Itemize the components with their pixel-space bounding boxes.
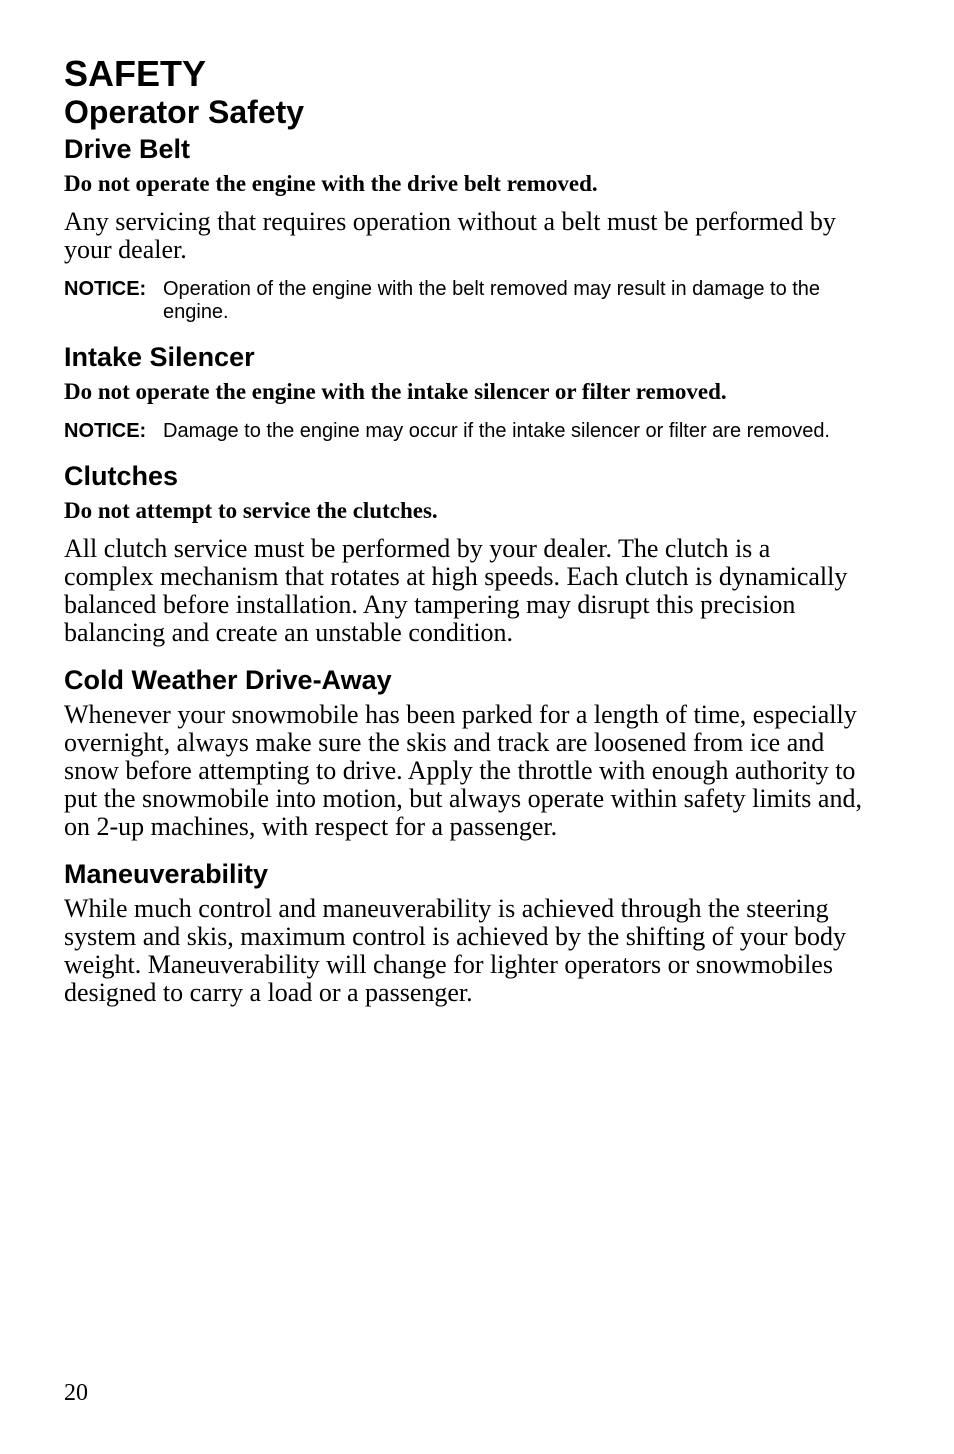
drive-belt-body: Any servicing that requires operation without a belt must be performed by your dealer. (64, 207, 836, 264)
notice-text: Damage to the engine may occur if the intake silencer or filter are removed. (163, 420, 830, 442)
drive-belt-title: Drive Belt (64, 134, 191, 164)
clutches-title: Clutches (64, 461, 179, 491)
drive-belt-warning: Do not operate the engine with the drive belt removed. (64, 171, 598, 196)
drive-belt-notice (64, 278, 864, 324)
cold-weather-section (64, 665, 864, 841)
notice-label: NOTICE: (64, 420, 147, 442)
maneuverability-title: Maneuverability (64, 859, 269, 889)
intake-silencer-section (64, 342, 864, 443)
drive-belt-section (64, 134, 864, 324)
page-number: 20 (64, 1380, 88, 1406)
clutches-body: All clutch service must be performed by your dealer. The clutch is a complex mechanism that rotates at high speeds. Each clutch is dynamically balanced before installation. Any tampering may disrupt this precision balancing and create an unstable condition. (64, 534, 848, 647)
chapter-title: SAFETY (64, 53, 207, 94)
section-title: Operator Safety (64, 94, 305, 130)
intake-silencer-notice (64, 420, 864, 443)
maneuverability-body: While much control and maneuverability is achieved through the steering system and skis, maximum control is achieved by the shifting of your body weight. Maneuverability will change for lighter operators or snowmobiles designed to carry a load or a passenger. (64, 894, 847, 1007)
manual-page (64, 54, 864, 1019)
clutches-warning: Do not attempt to service the clutches. (64, 498, 438, 523)
maneuverability-section (64, 859, 864, 1007)
cold-weather-title: Cold Weather Drive-Away (64, 665, 392, 695)
intake-silencer-warning: Do not operate the engine with the intake silencer or filter removed. (64, 379, 727, 404)
cold-weather-body: Whenever your snowmobile has been parked for a length of time, especially overnight, always make sure the skis and track are loosened from ice and snow before attempting to drive. Apply the throttle with enough authority to put the snowmobile into motion, but always operate within safety limits and, on 2-up machines, with respect for a passenger. (64, 700, 862, 841)
clutches-section (64, 461, 864, 647)
notice-label: NOTICE: (64, 278, 147, 300)
intake-silencer-title: Intake Silencer (64, 342, 255, 372)
notice-text: Operation of the engine with the belt removed may result in damage to the engine. (163, 278, 821, 323)
